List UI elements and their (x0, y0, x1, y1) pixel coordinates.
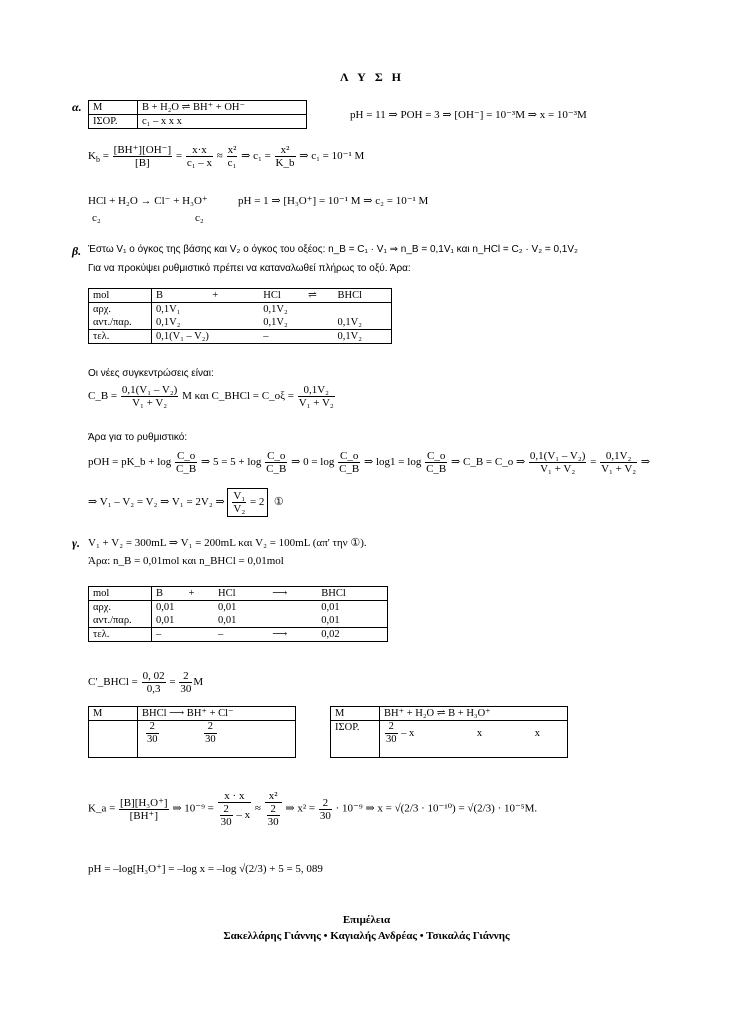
table-cell: M (331, 707, 380, 721)
stoich-table-b (88, 288, 392, 344)
ph-final-equation: pH = –log[H₃O⁺] = –log x = –log √(2/3) + 5 = 5, 089 (88, 863, 323, 875)
ka-equation: K_a = $\frac{\text{[B][H₃O⁺]}}{[BH^+]}$ ⇒ 10⁻⁹ = x · x $\frac{2}{30}$ – x ≈ $\frac{\text{x²}}{\frac{2}{30}}$ ⇒ x² = $\frac{2}{30}$ · 10⁻⁹ ⇒ x = √(2/3 · 10⁻¹⁰) = √(2/3) · 10⁻⁵M. (88, 790, 538, 828)
table-cell: – (259, 330, 333, 344)
table-header-cell: B (152, 587, 185, 601)
dissociation-table-left (88, 706, 296, 758)
hcl-equation: HCl + H₂O → Cl⁻ + H₃O⁺ (88, 195, 208, 207)
table-cell: – (152, 628, 215, 642)
section-c-line2: Άρα: n_B = 0,01mol και n_BHCl = 0,01mol (88, 555, 284, 567)
equilibrium-table-right (330, 706, 568, 758)
section-a-label: α. (72, 100, 82, 114)
reaction-table-a (88, 100, 307, 129)
table-header-cell: HCl (214, 587, 268, 601)
table-header-cell: + (184, 587, 214, 601)
table-cell: 0,1V₂ (152, 316, 260, 330)
section-b-label: β. (72, 244, 82, 258)
poh-equation: pOH = pK_b + log $\frac{C\_o}{C\_B}$ ⇒ 5 = 5 + log $\frac{C\_o}{C\_B}$ ⇒ 0 = log $\frac{C\_o}{C\_B}$ ⇒ log1 = log $\frac{C\_o}{C\_B}$ ⇒ C_B = C_ο ⇒ $\frac{\text{0,1(V₁ – V₂)}}{\text{V₁ + V₂}}$ = $\frac{\text{0,1V₂}}{\text{V₁ + V₂}}$ ⇒ (88, 450, 651, 475)
table-cell: 0,01 (317, 601, 387, 615)
section-c-line1: V₁ + V₂ = 300mL ⇒ V₁ = 200mL και V₂ = 100mL (απ' την ①). (88, 537, 367, 549)
volume-ratio-equation: ⇒ V₁ – V₂ = V₂ ⇒ V₁ = 2V₂ ⇒ $\frac{\text{V₁}}{\text{V₂}}$ = 2 ① (88, 490, 284, 515)
table-cell: 0,1V₂ (259, 316, 333, 330)
table-header-cell: B (152, 289, 209, 303)
table-cell: 0,02 (317, 628, 387, 642)
table-cell: 0,1V₂ (334, 316, 392, 330)
table-cell: ΙΣΟΡ. (331, 721, 380, 758)
kb-equation: $K_b$ = $\frac{[BH^+][OH^-]}{[B]}$ = $\frac{x\cdot x}{\text{c₁ – x}}$ ≈ $\frac{\text{x²}}{\text{c₁}}$ ⇒ c₁ = $\frac{\text{x²}}{K\_b}$ ⇒ c₁ = 10⁻¹ M (88, 144, 365, 169)
table-cell: $\frac{2}{30}$ – x x x (380, 721, 568, 758)
table-cell: M (89, 707, 138, 721)
footer-authors: Σακελλάρης Γιάννης • Καγιαλής Ανδρέας • Τσικαλάς Γιάννης (223, 930, 510, 942)
table-cell (334, 303, 392, 317)
table-header-cell: BHCl (334, 289, 392, 303)
table-cell: B + H₂O ⇌ BH⁺ + OH⁻ (138, 101, 307, 115)
section-b-line1: Έστω V₁ ο όγκος της βάσης και V₂ ο όγκος του οξέος: n_B = C₁ · V₁ ⇒ n_B = 0,1V₁ και n_HCl = C₂ · V₂ = 0,1V₂ (88, 244, 578, 255)
table-header-cell: ⟶ (268, 587, 317, 601)
table-cell: 0,01 (214, 601, 317, 615)
table-cell (89, 721, 138, 758)
table-cell: c₁ – x x x (138, 115, 307, 129)
ph-equation: pH = 11 ⇒ POH = 3 ⇒ [OH⁻] = 10⁻³M ⇒ x = 10⁻³M (350, 109, 587, 121)
section-c-label: γ. (72, 536, 80, 550)
table-cell: 0,01 (152, 601, 215, 615)
table-cell: 0,1V₂ (259, 303, 333, 317)
footer-editing-label: Επιμέλεια (342, 914, 391, 926)
table-header-cell: + (208, 289, 259, 303)
c2-label-left: c₂ (92, 212, 101, 224)
table-header-cell: HCl (259, 289, 304, 303)
table-cell: αρχ. (89, 303, 152, 317)
page-title: Λ Υ Σ Η (340, 70, 405, 84)
table-cell: BH⁺ + H₂O ⇌ B + H₃O⁺ (380, 707, 568, 721)
table-cell: ⟶ (268, 628, 317, 642)
section-b-line2: Για να προκύψει ρυθμιστικό πρέπει να καταναλωθεί πλήρως το οξύ. Άρα: (88, 263, 411, 274)
hcl-ph-equation: pH = 1 ⇒ [H₃O⁺] = 10⁻¹ M ⇒ c₂ = 10⁻¹ M (238, 195, 429, 207)
table-header-cell: mol (89, 587, 152, 601)
c2-label-right: c₂ (195, 212, 204, 224)
table-cell: 0,1V₁ (152, 303, 260, 317)
table-header-cell: BHCl (317, 587, 387, 601)
table-cell: 0,01 (214, 614, 317, 628)
table-cell: αρχ. (89, 601, 152, 615)
table-header-cell: ⇌ (304, 289, 334, 303)
table-cell: BHCl ⟶ BH⁺ + Cl⁻ (138, 707, 296, 721)
table-cell: τελ. (89, 330, 152, 344)
new-concentrations-title: Οι νέες συγκεντρώσεις είναι: (88, 368, 214, 379)
concentration-equation: C_B = $\frac{\text{0,1(V₁ – V₂)}}{\text{V₁ + V₂}}$ M και C_BHCl = C_οξ = $\frac{\text{0,1V₂}}{\text{V₁ + V₂}}$ (88, 384, 334, 409)
table-cell: $\frac{2}{30}$ $\frac{2}{30}$ (138, 721, 296, 758)
table-cell: ΙΣΟΡ. (89, 115, 138, 129)
buffer-title: Άρα για το ρυθμιστικό: (88, 432, 188, 443)
table-cell: 0,01 (317, 614, 387, 628)
stoich-table-c (88, 586, 388, 642)
table-cell: 0,01 (152, 614, 215, 628)
table-cell: M (89, 101, 138, 115)
table-cell: – (214, 628, 268, 642)
cprime-equation: C′_BHCl = $\frac{0, 02}{0,3}$ = $\frac{2}{30}$ M (88, 670, 204, 695)
table-header-cell: mol (89, 289, 152, 303)
table-cell: 0,1(V₁ – V₂) (152, 330, 260, 344)
table-cell: τελ. (89, 628, 152, 642)
table-cell: 0,1V₂ (334, 330, 392, 344)
table-cell: αντ./παρ. (89, 316, 152, 330)
table-cell: αντ./παρ. (89, 614, 152, 628)
